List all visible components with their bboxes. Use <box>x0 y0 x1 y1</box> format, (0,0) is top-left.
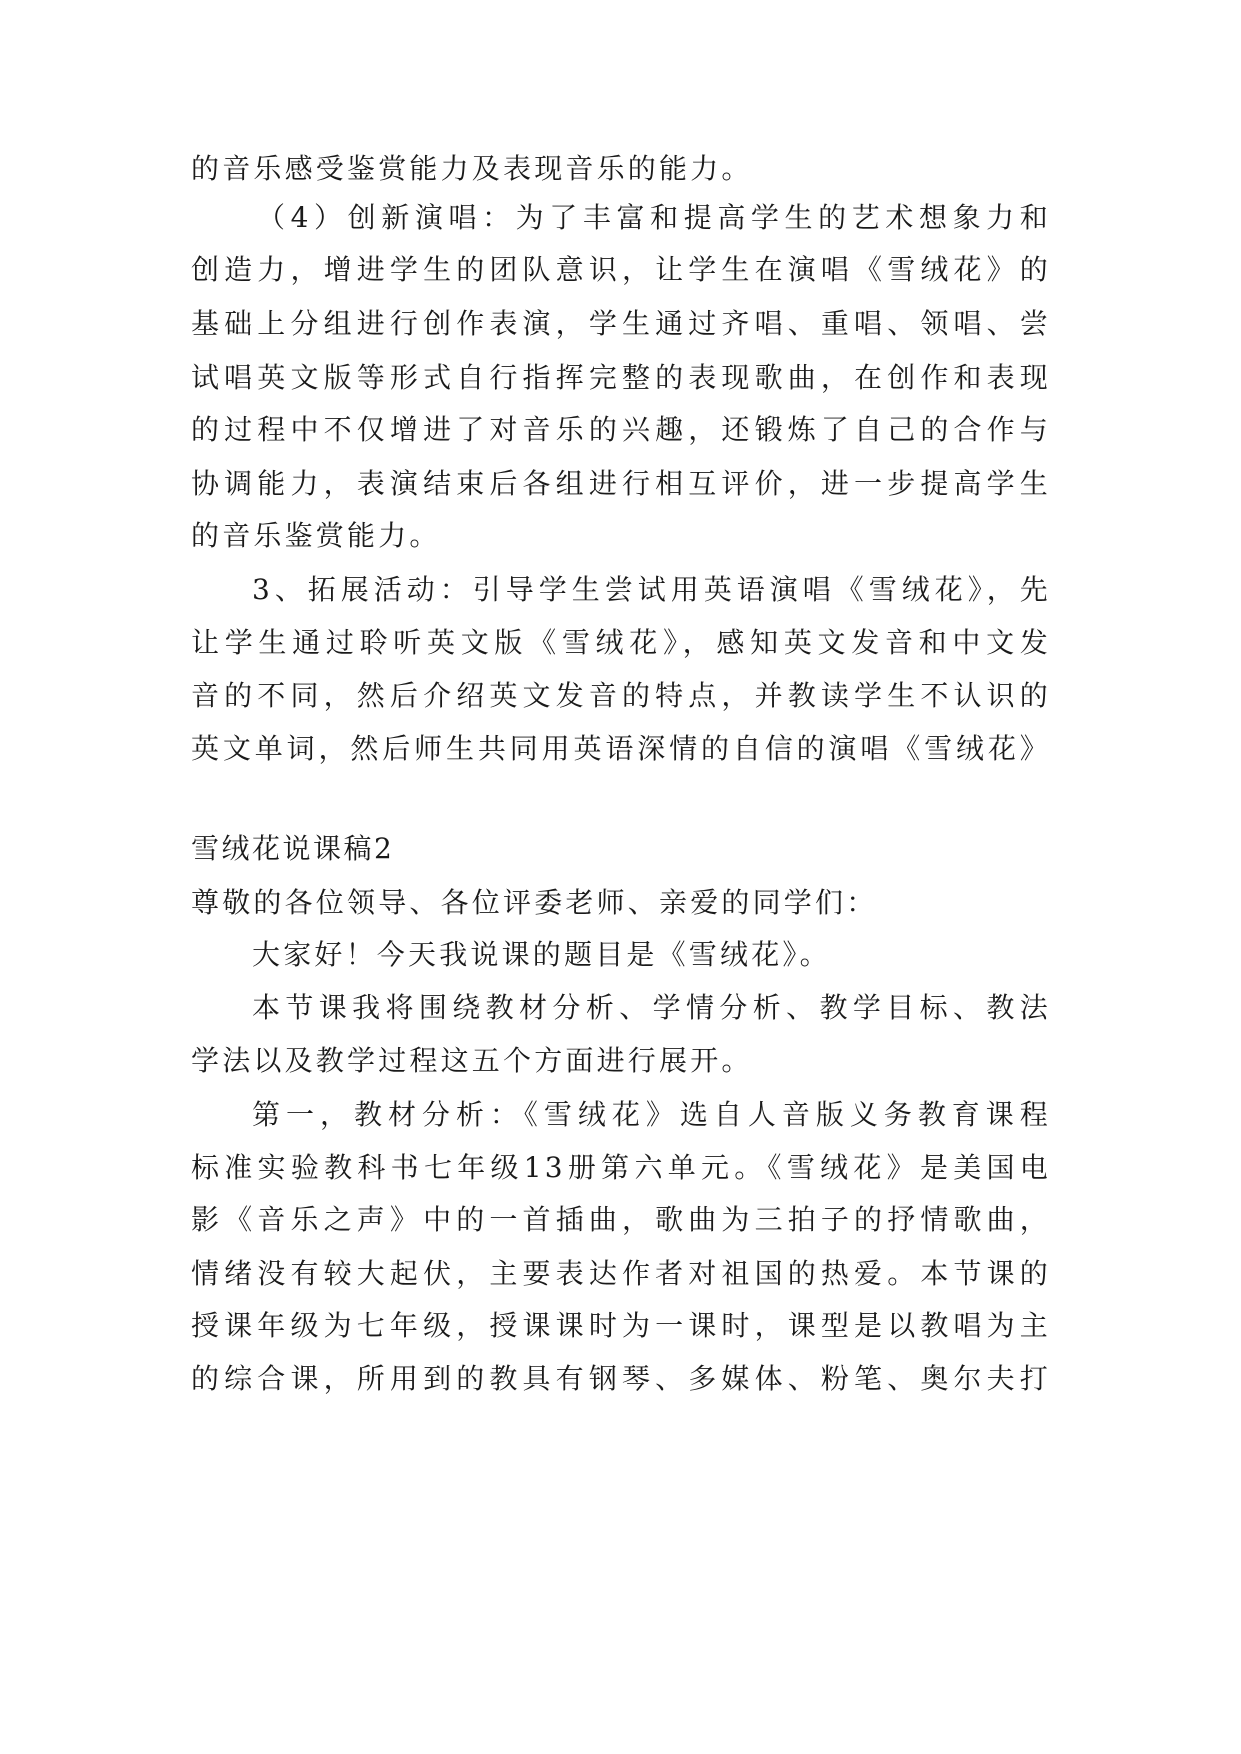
salutation-line: 尊敬的各位领导、各位评委老师、亲爱的同学们： <box>191 886 878 919</box>
paragraph-line: 学法以及教学过程这五个方面进行展开。 <box>191 1044 753 1077</box>
paragraph-line: 的综合课，所用到的教具有钢琴、多媒体、粉笔、奥尔夫打 <box>191 1362 1051 1395</box>
paragraph-line: 本节课我将围绕教材分析、学情分析、教学目标、教法 <box>252 991 1051 1024</box>
paragraph-line: 基础上分组进行创作表演，学生通过齐唱、重唱、领唱、尝 <box>191 307 1051 340</box>
paragraph-line: 的音乐鉴赏能力。 <box>191 519 441 552</box>
paragraph-line: 大家好！今天我说课的题目是《雪绒花》。 <box>252 938 831 971</box>
paragraph-line: 影《音乐之声》中的一首插曲，歌曲为三拍子的抒情歌曲， <box>191 1203 1051 1236</box>
paragraph-line: 标准实验教科书七年级13册第六单元。《雪绒花》是美国电 <box>191 1151 1051 1184</box>
paragraph-line: 协调能力，表演结束后各组进行相互评价，进一步提高学生 <box>191 467 1051 500</box>
paragraph-line: 的音乐感受鉴赏能力及表现音乐的能力。 <box>191 152 753 185</box>
section-heading: 雪绒花说课稿2 <box>191 832 395 865</box>
paragraph-line: （4）创新演唱：为了丰富和提高学生的艺术想象力和 <box>257 201 1051 234</box>
paragraph-line: 音的不同，然后介绍英文发音的特点，并教读学生不认识的 <box>191 679 1051 712</box>
paragraph-line: 创造力，增进学生的团队意识，让学生在演唱《雪绒花》的 <box>191 253 1051 286</box>
paragraph-line: 第一，教材分析：《雪绒花》选自人音版义务教育课程 <box>252 1098 1051 1131</box>
paragraph-line: 3、拓展活动：引导学生尝试用英语演唱《雪绒花》，先 <box>252 573 1051 606</box>
paragraph-line: 情绪没有较大起伏，主要表达作者对祖国的热爱。本节课的 <box>191 1257 1051 1290</box>
paragraph-line: 试唱英文版等形式自行指挥完整的表现歌曲，在创作和表现 <box>191 361 1051 394</box>
paragraph-line: 的过程中不仅增进了对音乐的兴趣，还锻炼了自己的合作与 <box>191 413 1051 446</box>
paragraph-line: 英文单词，然后师生共同用英语深情的自信的演唱《雪绒花》 <box>191 732 1051 765</box>
paragraph-line: 让学生通过聆听英文版《雪绒花》，感知英文发音和中文发 <box>191 626 1051 659</box>
paragraph-line: 授课年级为七年级，授课课时为一课时，课型是以教唱为主 <box>191 1309 1051 1342</box>
